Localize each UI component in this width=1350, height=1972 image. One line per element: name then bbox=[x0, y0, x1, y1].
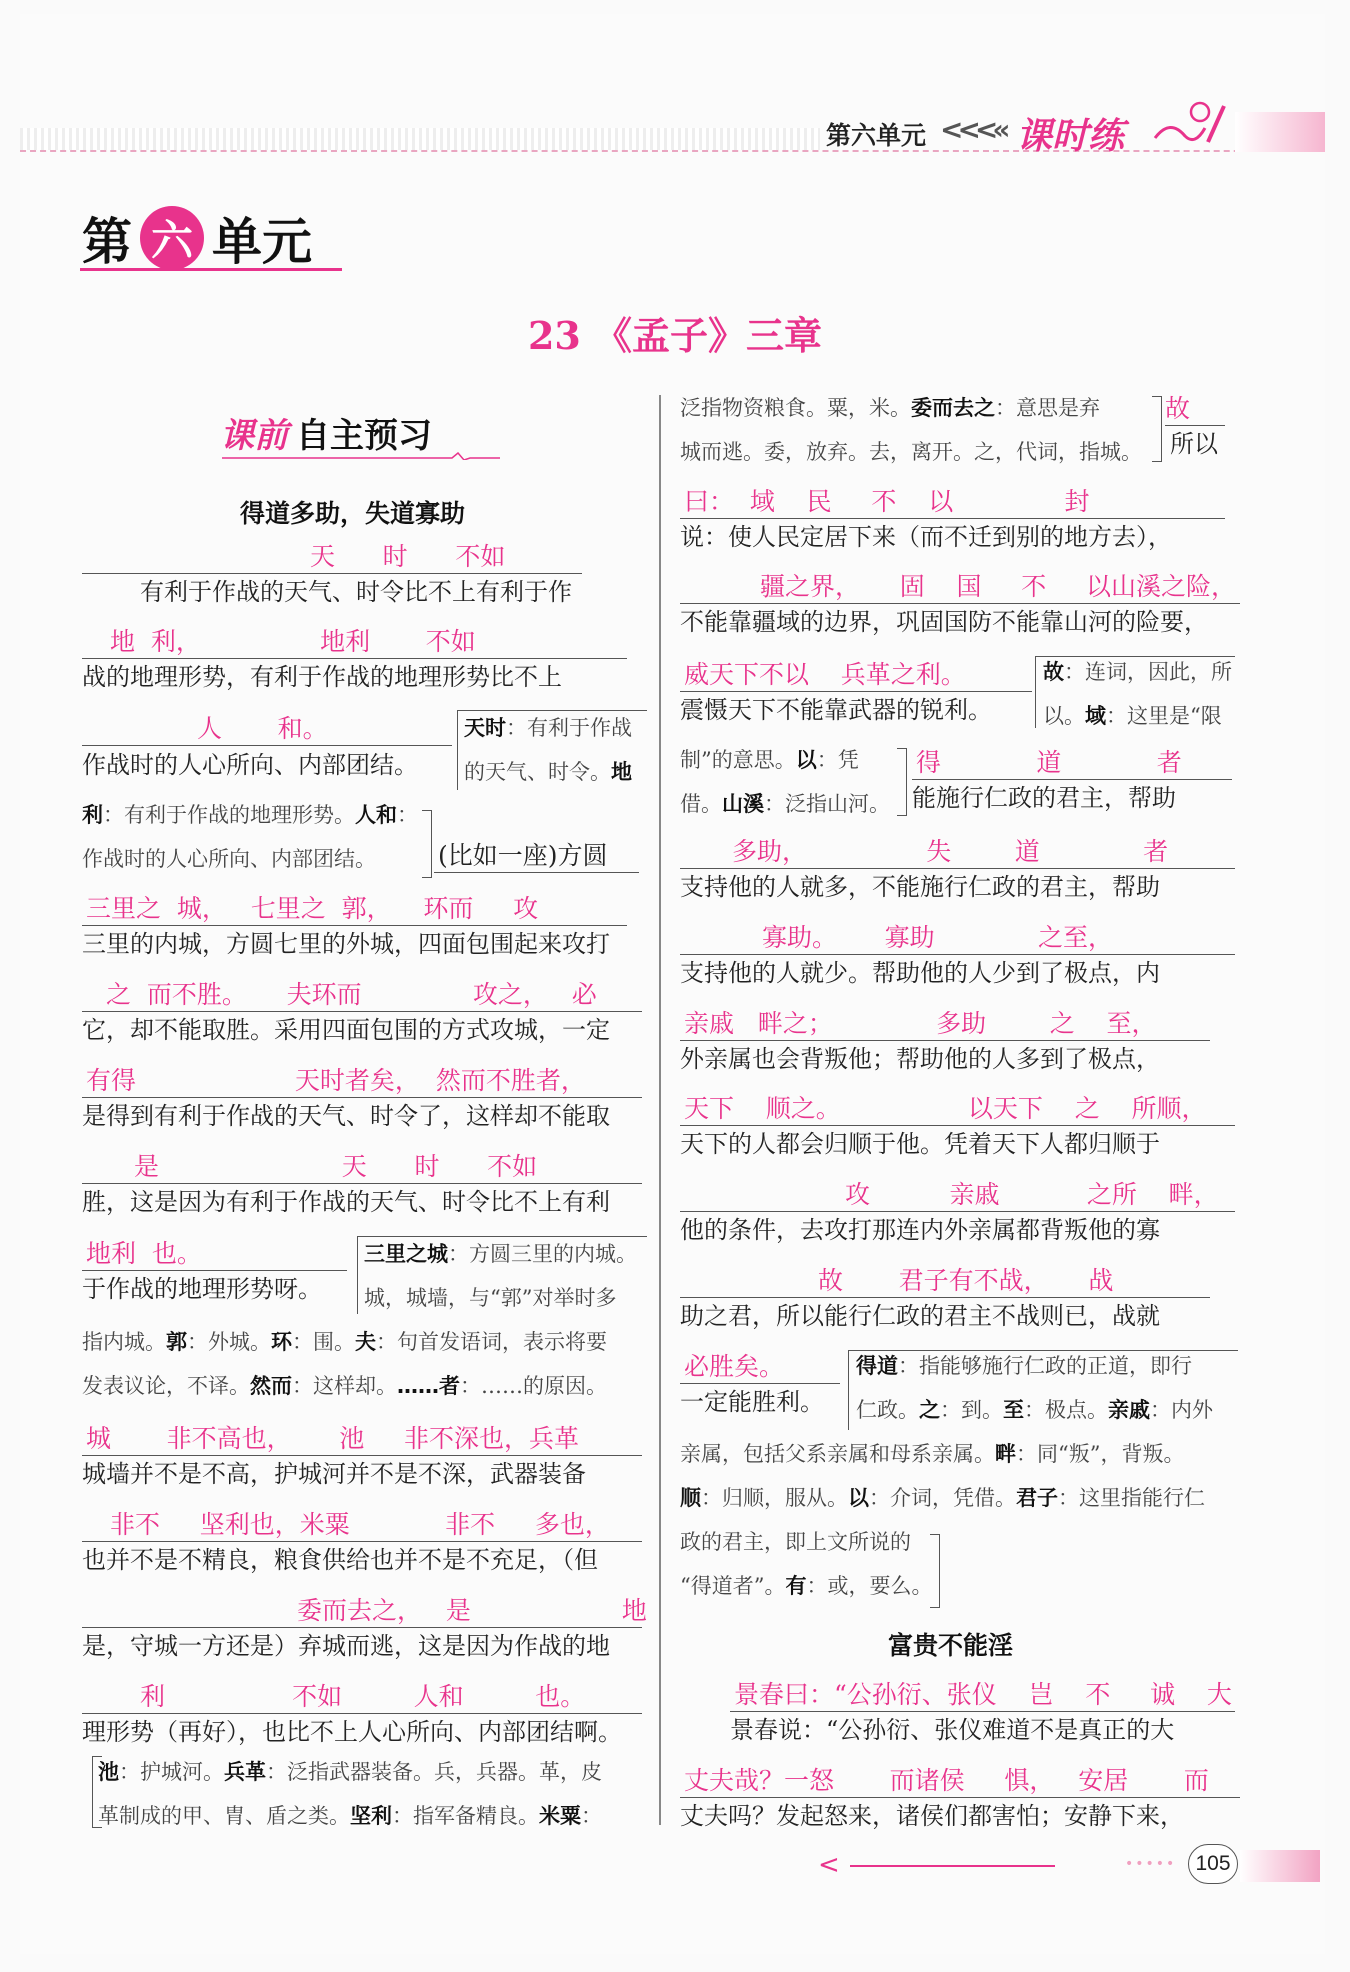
section-title-1: 得道多助，失道寡助 bbox=[240, 500, 466, 528]
note-bracket bbox=[1152, 396, 1162, 462]
header-brand: 课时练 bbox=[1016, 115, 1125, 156]
preview-badge bbox=[220, 408, 432, 457]
preview-name: 自主预习 bbox=[296, 416, 432, 456]
right-line: 支持他的人就少。帮助他的人少到了极点，内 bbox=[680, 959, 1160, 987]
note-block: 故：连词，因此，所 以。域：这里是“限 bbox=[1043, 660, 1232, 728]
left-line: 天 时 不如 bbox=[82, 540, 582, 574]
right-line: 不能靠疆域的边界，巩固国防不能靠山河的险要， bbox=[680, 608, 1208, 636]
left-line: 非不 坚利也，米粟 非不 多也， bbox=[82, 1508, 642, 1542]
header-divider bbox=[20, 150, 1320, 152]
right-line: 他的条件，去攻打那连内外亲属都背叛他的寡 bbox=[680, 1216, 1160, 1244]
header-pink-bar bbox=[1235, 112, 1325, 152]
left-line: 作战时的人心所向、内部团结。 bbox=[82, 751, 418, 779]
lesson-title: 23 《孟子》三章 bbox=[527, 313, 823, 358]
right-line: 得 道 者 bbox=[912, 746, 1232, 780]
section-title-2: 富贵不能淫 bbox=[888, 1632, 1014, 1660]
unit-number-badge: 六 bbox=[140, 206, 204, 270]
unit-title bbox=[82, 208, 312, 271]
unit-title-pre: 第 bbox=[82, 213, 132, 271]
right-line: 天下的人都会归顺于他。凭着天下人都归顺于 bbox=[680, 1130, 1160, 1158]
footer-arrow-icon: < bbox=[818, 1850, 840, 1880]
left-line: 有利于作战的天气、时令比不上有利于作 bbox=[140, 578, 572, 606]
left-line: (比如一座)方圆 bbox=[434, 839, 639, 873]
note-block: 得道：指能够施行仁政的正道，即行 仁政。之：到。至：极点。亲戚：内外 bbox=[856, 1354, 1213, 1422]
footer-dots: ••••• bbox=[1125, 1856, 1177, 1872]
left-line: 于作战的地理形势呀。 bbox=[82, 1275, 322, 1303]
note-block: 制”的意思。以：凭 借。山溪：泛指山河。 bbox=[680, 748, 890, 816]
right-line: 丈夫哉？一怒 而诸侯 惧， 安居 而 bbox=[680, 1764, 1240, 1798]
page-number: 105 bbox=[1188, 1844, 1238, 1884]
note-block: 泛指物资粮食。粟，米。委而去之：意思是弃 城而逃。委，放弃。去，离开。之，代词，指城。 bbox=[680, 396, 1142, 464]
right-line: 说：使人民定居下来（而不迁到别的地方去）， bbox=[680, 523, 1172, 551]
right-line: 寡助。 寡助 之至， bbox=[680, 921, 1235, 955]
left-line: 是得到有利于作战的天气、时令了，这样却不能取 bbox=[82, 1102, 610, 1130]
right-line: 多助， 失 道 者 bbox=[680, 835, 1235, 869]
header-stripe bbox=[20, 128, 820, 150]
left-line: 理形势（再好），也比不上人心所向、内部团结啊。 bbox=[82, 1718, 622, 1746]
note-block: 亲属，包括父系亲属和母系亲属。畔：同“叛”，背叛。 顺：归顺，服从。以：介词，凭借。君子：这里指能行仁 政的君主，即上文所说的 “得道者”。有：或，要么。 bbox=[680, 1442, 1205, 1598]
column-divider bbox=[659, 395, 661, 1825]
left-line: 三里的内城，方圆七里的外城，四面包围起来攻打 bbox=[82, 930, 610, 958]
left-line: 是，守城一方还是）弃城而逃，这是因为作战的地 bbox=[82, 1632, 610, 1660]
right-line: 外亲属也会背叛他；帮助他的人多到了极点， bbox=[680, 1045, 1160, 1073]
right-line: 一定能胜利。 bbox=[680, 1388, 824, 1416]
right-line: 景春说：“公孙衍、张仪难道不是真正的大 bbox=[730, 1716, 1175, 1744]
right-line: 故 bbox=[1165, 392, 1225, 426]
right-line: 天下 顺之。 以天下 之 所顺， bbox=[680, 1092, 1235, 1126]
right-line: 所以 bbox=[1170, 430, 1218, 458]
heartbeat-line-icon bbox=[222, 452, 500, 460]
right-line: 曰： 域 民 不 以 封 bbox=[680, 485, 1225, 519]
preview-prefix: 课前 bbox=[220, 416, 288, 456]
note-block: 指内城。郭：外城。环：围。夫：句首发语词，表示将要 发表议论，不译。然而：这样却。……者：……的原因。 bbox=[82, 1330, 607, 1398]
right-line: 能施行仁政的君主，帮助 bbox=[912, 784, 1176, 812]
right-line: 威天下不以 兵革之利。 bbox=[680, 658, 1032, 692]
note-block: 池：护城河。兵革：泛指武器装备。兵，兵器。革，皮 革制成的甲、胄、盾之类。坚利：指军备精良。米粟： bbox=[98, 1760, 602, 1828]
right-line: 景春曰：“公孙衍、张仪 岂 不 诚 大 bbox=[730, 1678, 1235, 1712]
note-block: 利：有利于作战的地理形势。人和： 作战时的人心所向、内部团结。 bbox=[82, 803, 418, 871]
right-line: 支持他的人就多，不能施行仁政的君主，帮助 bbox=[680, 873, 1160, 901]
right-line: 疆之界， 固 国 不 以山溪之险， bbox=[680, 570, 1240, 604]
right-line: 丈夫吗？发起怒来，诸侯们都害怕；安静下来， bbox=[680, 1802, 1184, 1830]
left-line: 利 不如 人和 也。 bbox=[82, 1680, 642, 1714]
right-line: 故 君子有不战， 战 bbox=[680, 1264, 1210, 1298]
left-line: 它，却不能取胜。采用四面包围的方式攻城，一定 bbox=[82, 1016, 610, 1044]
left-line: 委而去之， 是 地 bbox=[82, 1594, 642, 1628]
unit-title-underline bbox=[80, 268, 342, 271]
pencil-deco-icon bbox=[1150, 98, 1230, 150]
right-line: 亲戚 畔之； 多助 之 至， bbox=[680, 1007, 1210, 1041]
note-bracket bbox=[930, 1534, 940, 1608]
right-line: 攻 亲戚 之所 畔， bbox=[680, 1178, 1235, 1212]
right-line: 必胜矣。 bbox=[680, 1350, 840, 1384]
left-line: 地利 也。 bbox=[82, 1237, 347, 1271]
note-block: 天时：有利于作战 的天气、时令。地 bbox=[464, 716, 632, 784]
footer-line bbox=[850, 1865, 1055, 1867]
right-line: 震慑天下不能靠武器的锐利。 bbox=[680, 696, 992, 724]
note-bracket bbox=[422, 810, 432, 878]
header-arrows-icon: <<<« bbox=[940, 113, 1005, 146]
left-line: 之 而不胜。 夫环而 攻之， 必 bbox=[82, 978, 642, 1012]
left-line: 是 天 时 不如 bbox=[82, 1150, 642, 1184]
left-line: 有得 天时者矣， 然而不胜者， bbox=[82, 1064, 642, 1098]
left-line: 战的地理形势，有利于作战的地理形势比不上 bbox=[82, 663, 562, 691]
left-line: 胜，这是因为有利于作战的天气、时令比不上有利 bbox=[82, 1188, 610, 1216]
note-bracket bbox=[897, 748, 907, 816]
left-line: 地 利， 地利 不如 bbox=[82, 625, 627, 659]
footer-pink-bar bbox=[1240, 1850, 1320, 1882]
right-line: 助之君，所以能行仁政的君主不战则已，战就 bbox=[680, 1302, 1160, 1330]
left-line: 城墙并不是不高，护城河并不是不深，武器装备 bbox=[82, 1460, 586, 1488]
header-unit: 第六单元 bbox=[826, 122, 927, 150]
unit-title-post: 单元 bbox=[212, 213, 312, 271]
note-block: 三里之城：方圆三里的内城。 城，城墙，与“郭”对举时多 bbox=[364, 1242, 637, 1310]
left-line: 人 和。 bbox=[82, 712, 452, 746]
left-line: 三里之 城， 七里之 郭， 环而 攻 bbox=[82, 892, 627, 926]
left-line: 也并不是不精良，粮食供给也并不是不充足，（但 bbox=[82, 1546, 598, 1574]
left-line: 城 非不高也， 池 非不深也，兵革 bbox=[82, 1422, 642, 1456]
